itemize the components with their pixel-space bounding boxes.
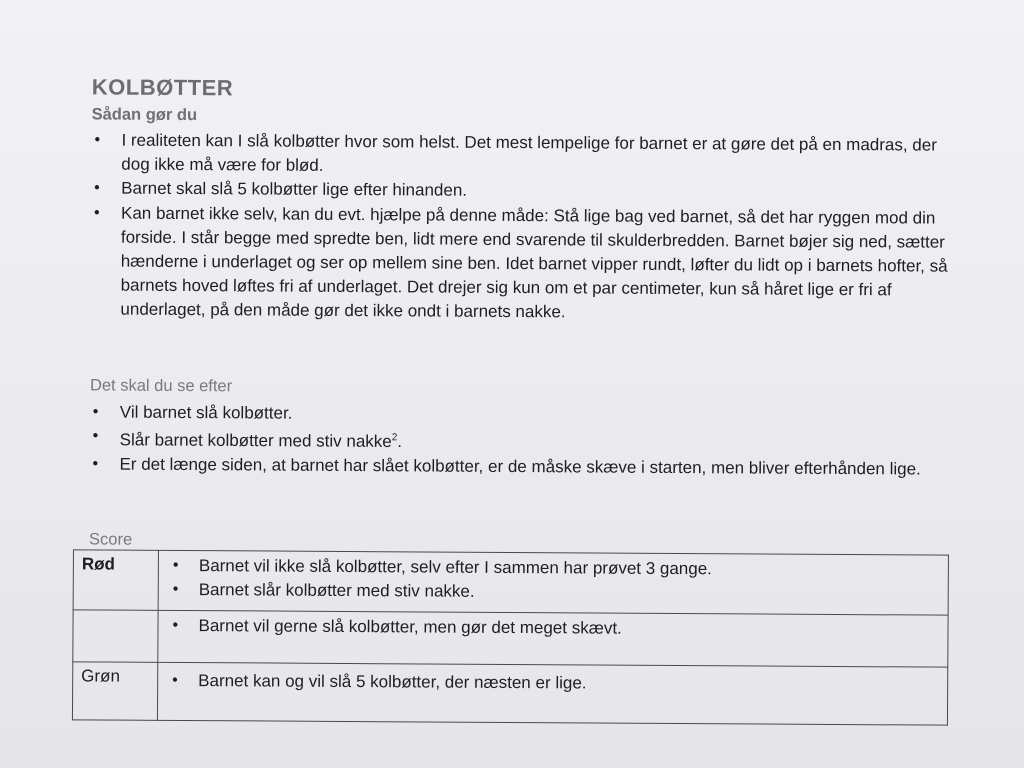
list-item <box>91 128 951 182</box>
instructions-list <box>90 128 951 327</box>
bullet-icon: • <box>92 427 99 445</box>
list-item <box>89 452 949 481</box>
bullet-icon: • <box>94 131 101 149</box>
bullet-icon: • <box>93 204 100 222</box>
list-item <box>168 666 937 698</box>
list-item <box>90 201 951 327</box>
list-item-text: Slår barnet kolbøtter med stiv nakke <box>119 430 392 452</box>
list-item-text: Er det længe siden, at barnet har slået kolbøtter, er de måske skæve i starten, men bliver efterhånden lige. <box>119 454 921 479</box>
score-label-middle <box>73 610 158 663</box>
document-title: KOLBØTTER <box>91 74 234 101</box>
bullet-icon: • <box>92 403 99 421</box>
criteria-text: Barnet vil gerne slå kolbøtter, men gør det meget skævt. <box>198 616 622 638</box>
section-heading-look-for: Det skal du se efter <box>89 376 233 396</box>
bullet-icon: • <box>172 671 178 689</box>
score-label-red: Rød <box>73 550 158 611</box>
list-item-period: . <box>397 432 403 452</box>
criteria-text: Barnet slår kolbøtter med stiv nakke. <box>198 580 475 601</box>
footnote-marker: 2 <box>391 432 398 444</box>
score-criteria-cell <box>158 610 948 667</box>
score-label-green: Grøn <box>72 662 157 721</box>
list-item-text: I realiteten kan I slå kolbøtter hvor som helst. Det mest lempelige for barnet er at gøre det på en madras, der dog ikke må være for blød. <box>121 130 937 176</box>
score-table <box>72 549 949 725</box>
table-row <box>73 610 948 667</box>
table-row <box>73 550 948 615</box>
list-item-text: Vil barnet slå kolbøtter. <box>119 402 293 423</box>
list-item <box>168 614 937 643</box>
section-heading-how: Sådan gør du <box>91 105 198 125</box>
bullet-icon: • <box>92 455 99 473</box>
bullet-icon: • <box>172 616 179 634</box>
list-item-text: Barnet skal slå 5 kolbøtter lige efter hinanden. <box>121 179 468 201</box>
section-heading-score: Score <box>88 530 133 549</box>
list-item-text: Kan barnet ikke selv, kan du evt. hjælpe på denne måde: Stå lige bag ved barnet, så det har ryggen mod din forside. I står begge med spredte ben, lidt mere end svarende til skulderbredden. Barnet bøjer sig ned, sætter hænderne i underlaget og ser op mellem sine ben. Idet barnet vipper rundt, løfter du lidt op i barnets hofter, så barnets hoved løftes fri af underlaget. Det drejer sig kun om et par centimeter, kun så håret lige er fri af underlaget, på den måde gør det ikke ondt i barnets nakke. <box>120 203 948 322</box>
bullet-icon: • <box>172 556 179 574</box>
bullet-icon: • <box>172 580 179 598</box>
bullet-icon: • <box>94 179 100 197</box>
criteria-text: Barnet vil ikke slå kolbøtter, selv efter I sammen har prøvet 3 gange. <box>198 556 712 579</box>
observation-list <box>89 400 949 482</box>
score-criteria-cell <box>157 662 947 725</box>
criteria-text: Barnet kan og vil slå 5 kolbøtter, der næsten er lige. <box>198 671 587 693</box>
score-criteria-cell <box>158 550 948 615</box>
list-item <box>169 578 938 607</box>
table-row <box>72 662 947 725</box>
